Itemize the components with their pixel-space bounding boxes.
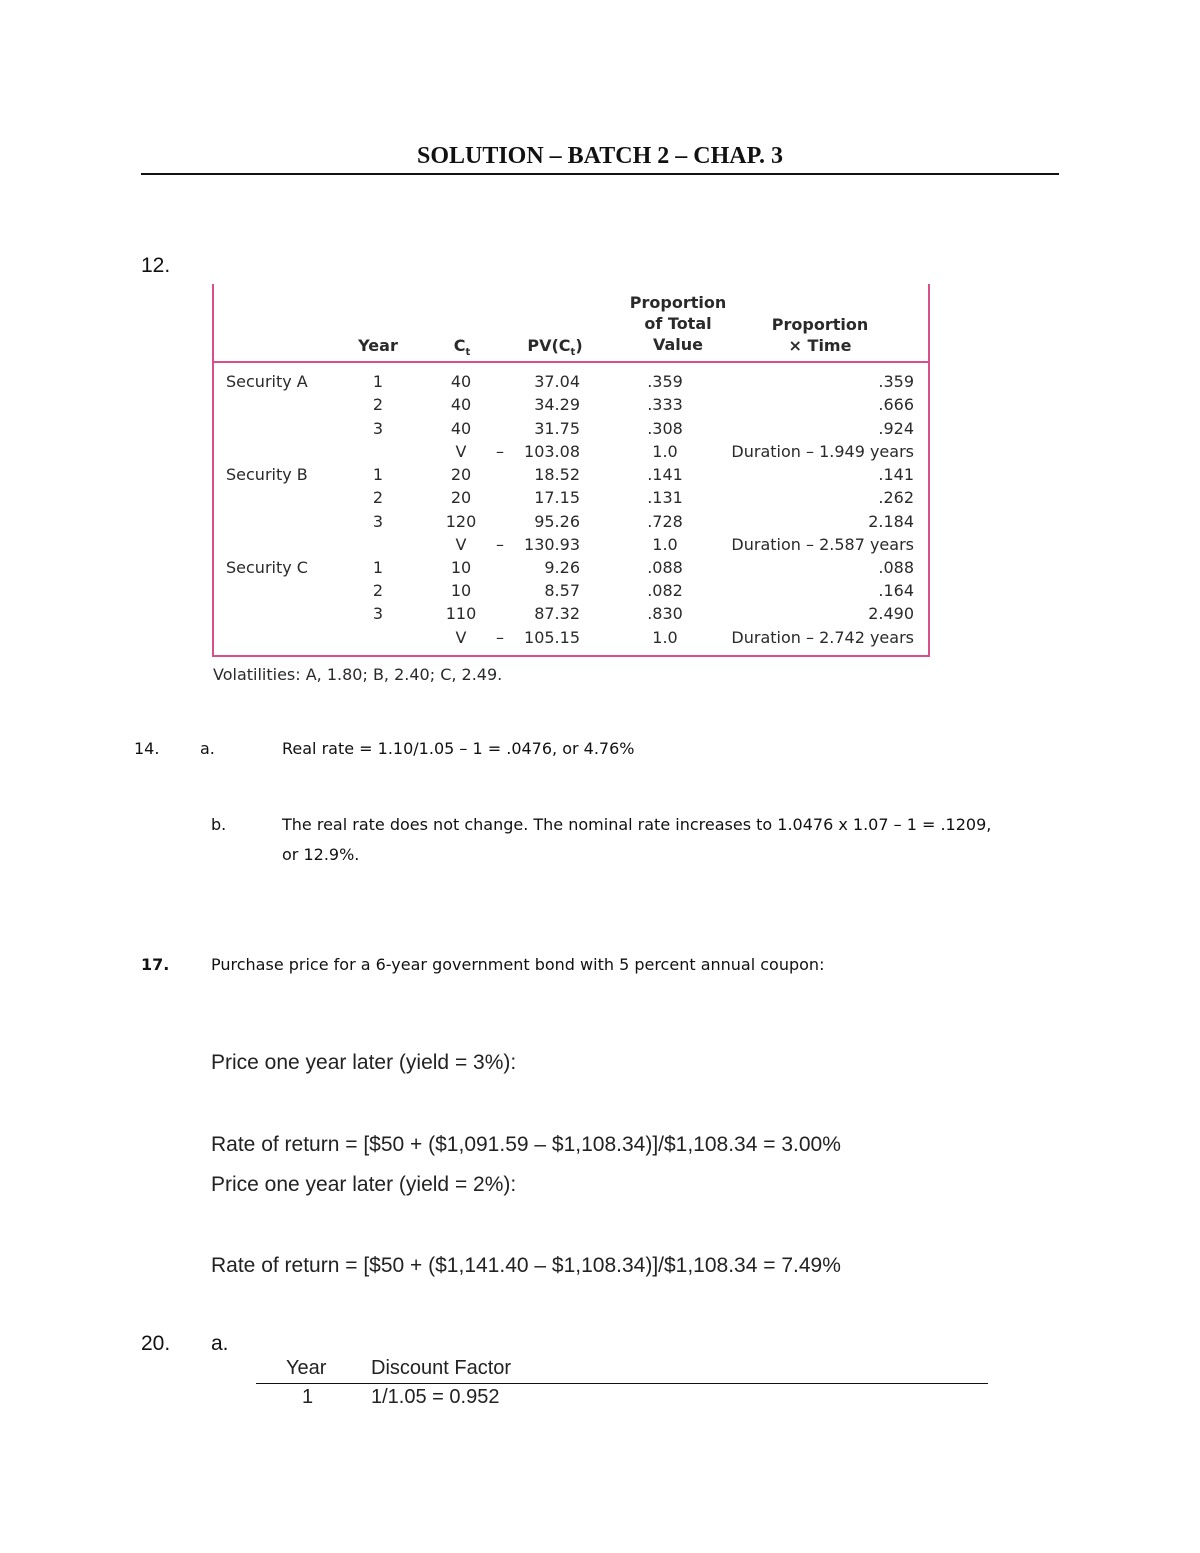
table-cell: 95.26 <box>534 512 580 531</box>
question-14b-text-line1: The real rate does not change. The nominal rate increases to 1.0476 x 1.07 – 1 = .1209, <box>282 815 992 834</box>
table-cell: 37.04 <box>534 372 580 391</box>
question-17-line1: Price one year later (yield = 3%): <box>211 1051 517 1074</box>
table-cell: 18.52 <box>534 465 580 484</box>
table-cell: 110 <box>445 604 477 623</box>
table-cell: .830 <box>647 604 683 623</box>
discount-table-header-year: Year <box>286 1357 327 1379</box>
table-cell: 1 <box>372 558 384 577</box>
question-17-intro: Purchase price for a 6-year government bond with 5 percent annual coupon: <box>211 955 825 974</box>
table-cell: V <box>455 535 467 554</box>
table-cell: 10 <box>450 581 472 600</box>
table-cell: .333 <box>647 395 683 414</box>
table-cell: 105.15 <box>524 628 580 647</box>
table-cell: 2.490 <box>868 604 914 623</box>
volatilities-note: Volatilities: A, 1.80; B, 2.40; C, 2.49. <box>213 665 503 684</box>
table-cell: .141 <box>878 465 914 484</box>
table-cell: .088 <box>647 558 683 577</box>
table-cell: 9.26 <box>544 558 580 577</box>
col-header-year: Year <box>358 336 398 355</box>
table-cell: 20 <box>450 465 472 484</box>
table-cell: .359 <box>878 372 914 391</box>
table-cell: 120 <box>445 512 477 531</box>
duration-b: Duration – 2.587 years <box>731 535 914 554</box>
question-20a-label: a. <box>211 1332 229 1355</box>
table-cell: 2.184 <box>868 512 914 531</box>
col-header-ct: $C_t$ <box>453 336 471 359</box>
table-cell: .088 <box>878 558 914 577</box>
security-c-label: Security C <box>226 558 308 577</box>
title-divider <box>141 173 1059 175</box>
duration-c: Duration – 2.742 years <box>731 628 914 647</box>
discount-table-header-factor: Discount Factor <box>371 1357 512 1379</box>
table-cell: V <box>455 442 467 461</box>
question-14a-label: a. <box>200 739 215 758</box>
table-cell: 17.15 <box>534 488 580 507</box>
page-title: SOLUTION – BATCH 2 – CHAP. 3 <box>416 143 784 169</box>
table-cell: .082 <box>647 581 683 600</box>
duration-a: Duration – 1.949 years <box>731 442 914 461</box>
security-b-label: Security B <box>226 465 308 484</box>
question-17-number: 17. <box>141 955 170 974</box>
question-20-number: 20. <box>141 1332 171 1355</box>
table-cell: 1 <box>372 465 384 484</box>
security-a-label: Security A <box>226 372 308 391</box>
table-cell: 20 <box>450 488 472 507</box>
table-cell: 2 <box>372 581 384 600</box>
col-header-proportion: Proportion of Total Value <box>629 293 727 354</box>
table-cell: 10 <box>450 558 472 577</box>
question-17-line2: Rate of return = [$50 + ($1,091.59 – $1,108.34)]/$1,108.34 = 3.00% <box>211 1133 841 1156</box>
table-cell: – <box>496 442 504 461</box>
table-cell: 2 <box>372 395 384 414</box>
table-cell: .141 <box>647 465 683 484</box>
table-cell: 103.08 <box>524 442 580 461</box>
question-17-line3: Price one year later (yield = 2%): <box>211 1173 517 1196</box>
question-14-number: 14. <box>134 739 160 758</box>
table-cell: 1.0 <box>652 442 678 461</box>
question-12-number: 12. <box>141 254 171 277</box>
table-cell: 31.75 <box>534 419 580 438</box>
table-cell: V <box>455 628 467 647</box>
question-14b-label: b. <box>211 815 227 834</box>
table-cell: 40 <box>450 419 472 438</box>
table-cell: 1.0 <box>652 535 678 554</box>
table-cell: 130.93 <box>524 535 580 554</box>
table-cell: 2 <box>372 488 384 507</box>
question-17-line4: Rate of return = [$50 + ($1,141.40 – $1,108.34)]/$1,108.34 = 7.49% <box>211 1254 841 1277</box>
table-cell: .262 <box>878 488 914 507</box>
table-cell: .666 <box>878 395 914 414</box>
table-cell: 1 <box>302 1386 314 1408</box>
table-cell: 34.29 <box>534 395 580 414</box>
table-cell: – <box>496 535 504 554</box>
table-cell: .308 <box>647 419 683 438</box>
table-cell: .359 <box>647 372 683 391</box>
question-14a-text: Real rate = 1.10/1.05 – 1 = .0476, or 4.76% <box>282 739 635 758</box>
col-header-proportion-time: Proportion × Time <box>771 315 869 355</box>
discount-table-header-rule <box>256 1383 988 1384</box>
table-cell: 1.0 <box>652 628 678 647</box>
table-cell: 3 <box>372 512 384 531</box>
table-cell: 8.57 <box>544 581 580 600</box>
table-cell: 40 <box>450 372 472 391</box>
col-header-pv: $PV(C_t)$ <box>527 336 583 359</box>
table-cell: 3 <box>372 419 384 438</box>
table-cell: .164 <box>878 581 914 600</box>
table-cell: .131 <box>647 488 683 507</box>
table-cell: .728 <box>647 512 683 531</box>
table-cell: 40 <box>450 395 472 414</box>
table-cell: .924 <box>878 419 914 438</box>
table-cell: 1/1.05 = 0.952 <box>371 1386 500 1408</box>
table-cell: 1 <box>372 372 384 391</box>
table-cell: – <box>496 628 504 647</box>
table-cell: 3 <box>372 604 384 623</box>
table-cell: 87.32 <box>534 604 580 623</box>
question-14b-text-line2: or 12.9%. <box>282 845 360 864</box>
